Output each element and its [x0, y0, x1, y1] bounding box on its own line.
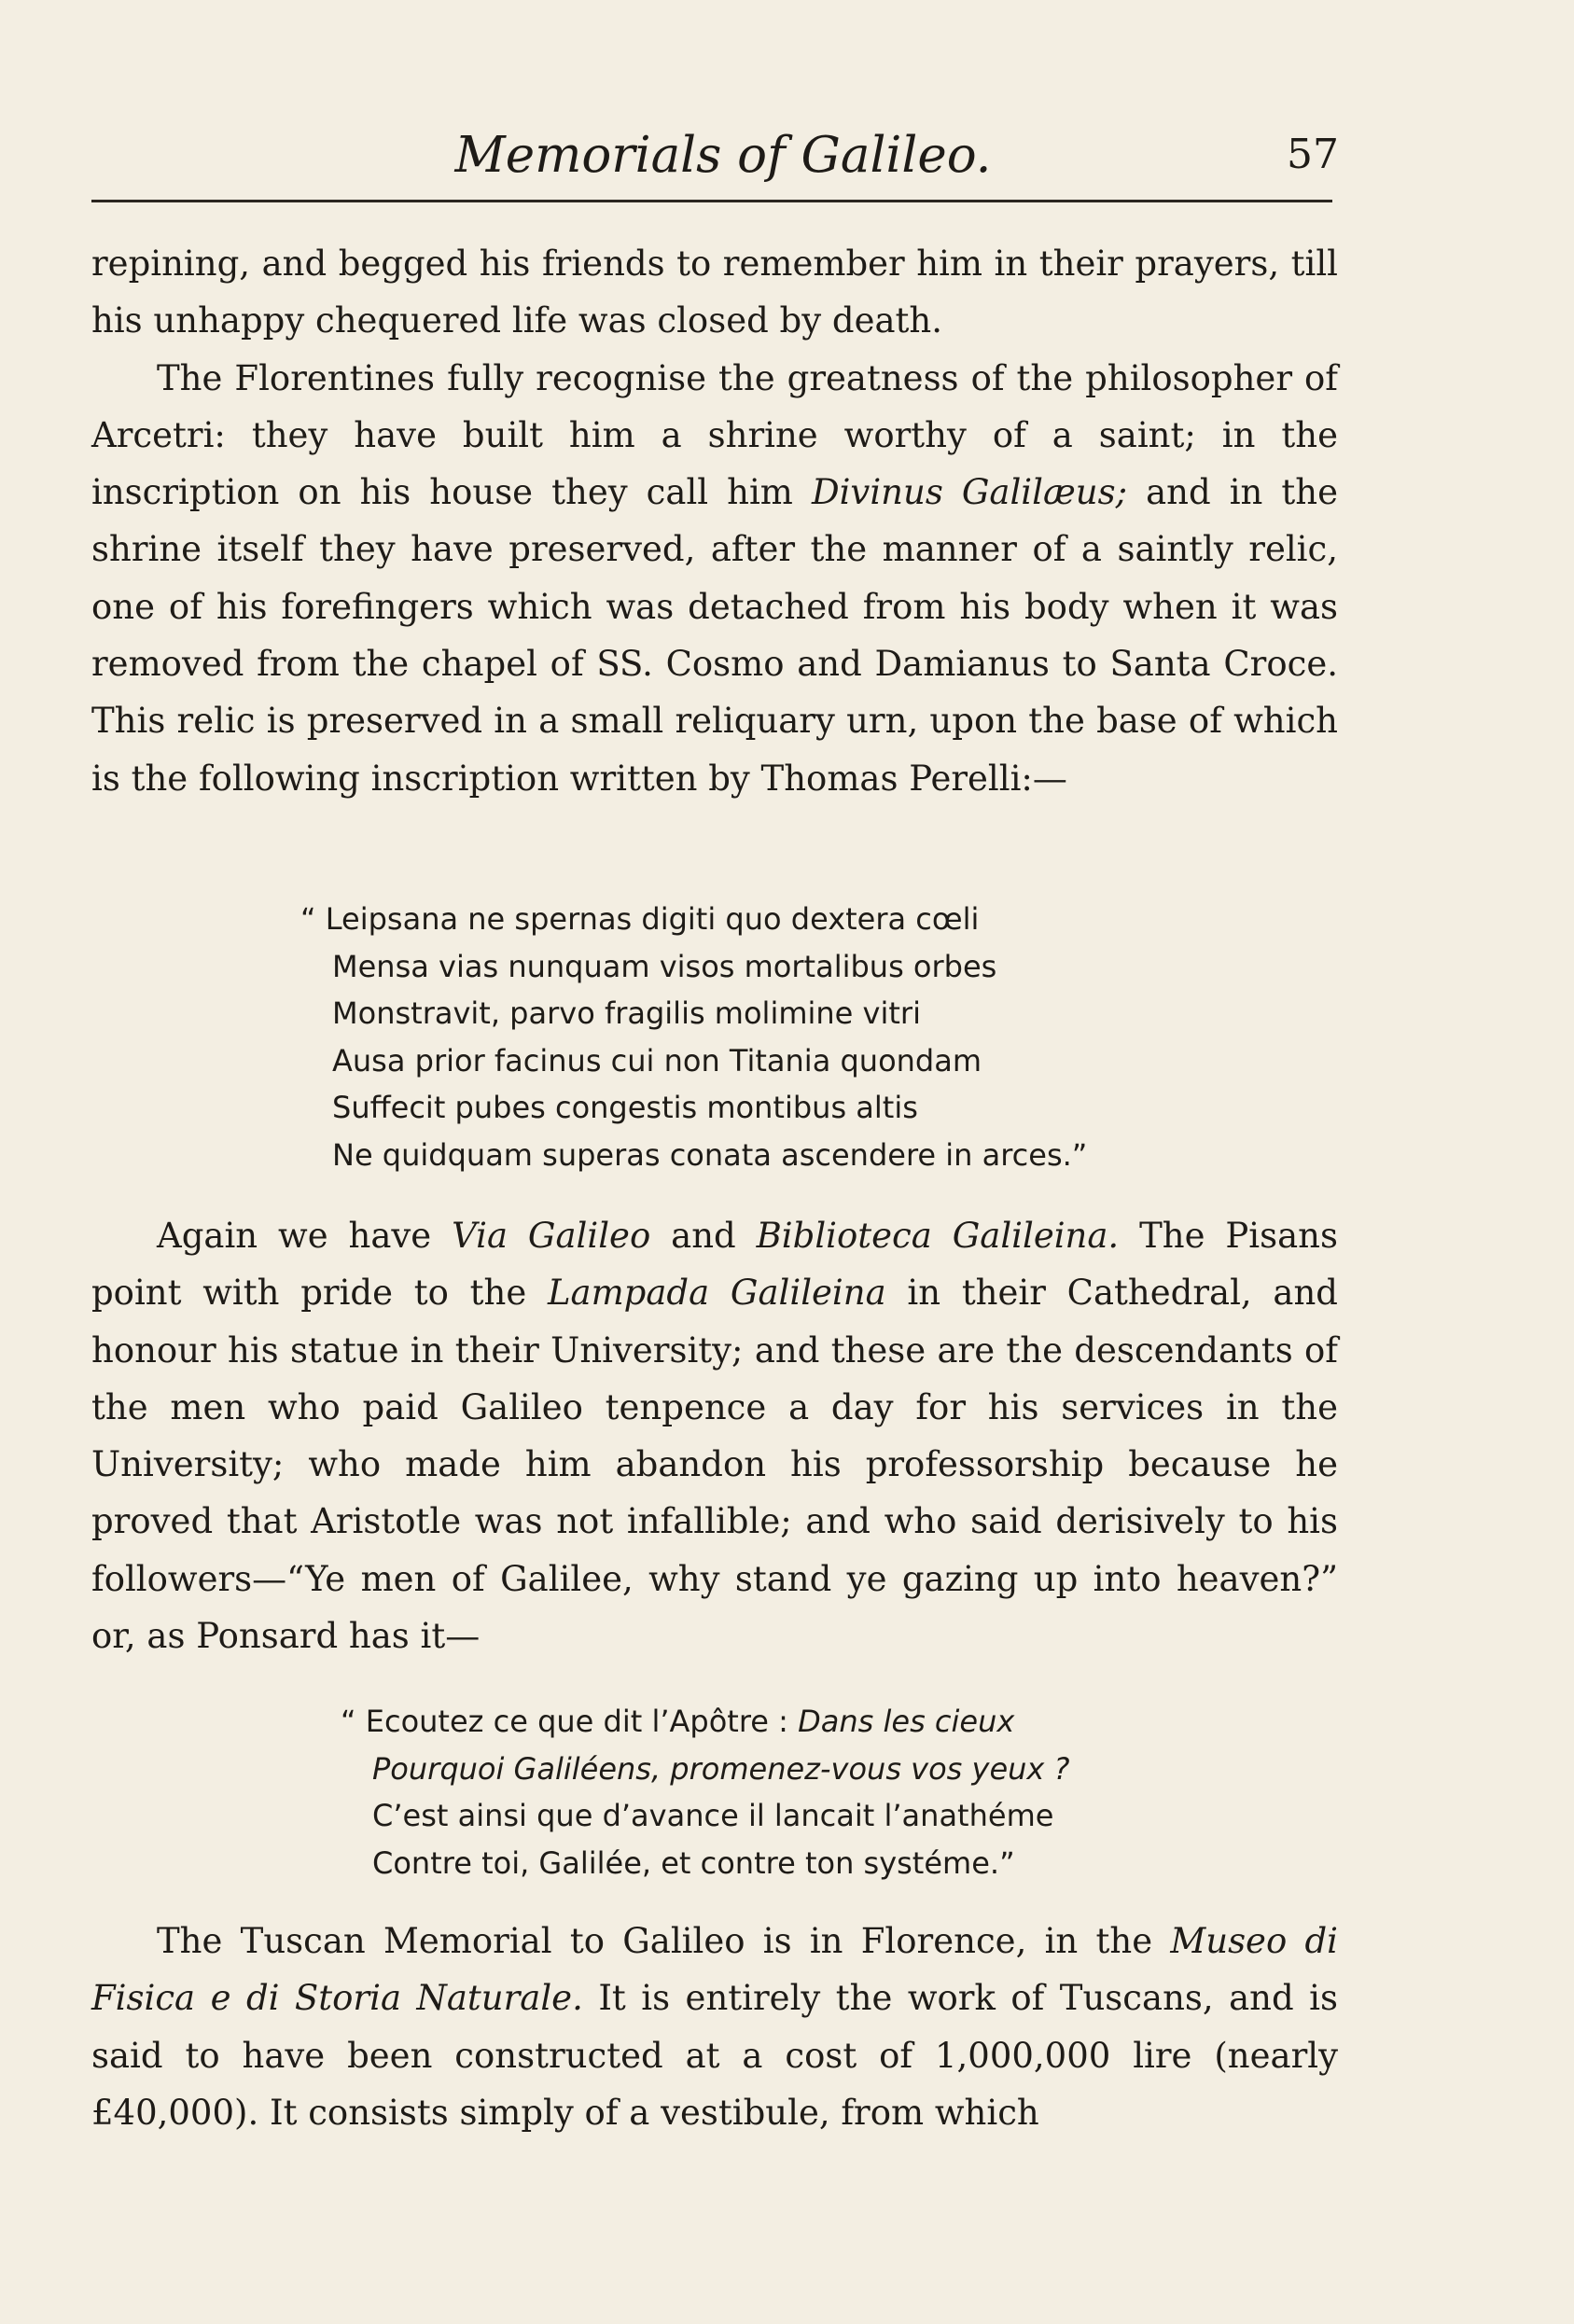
p2-italic-via: Via Galileo [452, 1216, 651, 1256]
p3-text-1: The Tuscan Memorial to Galileo is in Florence, in the [157, 1921, 1171, 1961]
paragraph-1 [91, 235, 1338, 807]
p1b-text-2: and in the shrine itself they have preserved, after the manner of a saintly relic, one of his forefingers which was detached from his body when it was removed from the chapel of SS. Cosmo and Damianus to Santa Croce. This relic is preserved in a small reliquary urn, upon the base of which is the following inscription written by Thomas Perelli:— [91, 472, 1338, 799]
p2-text-3: The Pisans point with pride to the [91, 1216, 1338, 1314]
verse-line: “ Leipsana ne spernas digiti quo dextera cœli [300, 901, 980, 937]
verse-line: Monstravit, parvo fragilis molimine vitri [332, 995, 921, 1031]
verse-line: Contre toi, Galilée, et contre ton systéme.” [372, 1844, 1015, 1881]
p3-text-2: It is entirely the work of Tuscans, and is said to have been constructed at a cost of 1,000,000 lire (nearly £40,000). It consists simply of a vestibule, from which [91, 1978, 1338, 2133]
paragraph-2 [91, 1207, 1338, 1664]
p2-text-4: in their Cathedral, and honour his statue in their University; and these are the descendants of the men who paid Galileo tenpence a day for his services in the University; who made him abandon his professorship because he proved that Aristotle was not infallible; and who said derisively to his followers—“Ye men of Galilee, why stand ye gazing up into heaven?” or, as Ponsard has it— [91, 1273, 1338, 1657]
verse-line: Mensa vias nunquam visos mortalibus orbes [332, 948, 997, 984]
verse-line: Ne quidquam superas conata ascendere in arces.” [332, 1136, 1088, 1173]
page-number: 57 [1287, 131, 1339, 178]
p1b-text-1: The Florentines fully recognise the greatness of the philosopher of Arcetri: they have built him a shrine worthy of a saint; in the inscription on his house they call him [91, 357, 1338, 513]
p2-italic-biblioteca: Biblioteca Galileina. [756, 1216, 1120, 1256]
french-line-1b: Dans les cieux [798, 1704, 1015, 1739]
p1b-italic-divinus: Divinus Galilæus; [811, 472, 1128, 513]
verse-line [341, 1698, 1070, 1746]
verse-line: C’est ainsi que d’avance il lancait l’anathéme [372, 1798, 1054, 1833]
french-line-1a: “ Ecoutez ce que dit l’Apôtre : [341, 1704, 799, 1739]
p2-text-2: and [650, 1216, 757, 1256]
verse-line: Suffecit pubes congestis montibus altis [332, 1090, 918, 1125]
p3-italic-museo: Museo di Fisica e di Storia Naturale. [91, 1921, 1339, 2019]
verse-line: Ausa prior facinus cui non Titania quondam [332, 1042, 982, 1079]
header-rule [91, 200, 1332, 202]
french-verse [341, 1698, 1070, 1886]
verse-line [341, 1746, 1070, 1793]
paragraph-1b [91, 350, 1338, 807]
p2-text-1: Again we have [157, 1216, 453, 1256]
french-line-2: Pourquoi Galiléens, promenez-vous vos yeux ? [372, 1750, 1070, 1787]
p2-italic-lampada: Lampada Galileina [547, 1273, 886, 1314]
paragraph-1a: repining, and begged his friends to remember him in their prayers, till his unhappy chequered life was closed by death. [91, 244, 1338, 341]
running-title: Memorials of Galileo. [454, 127, 992, 184]
latin-inscription [300, 896, 1087, 1178]
paragraph-3 [91, 1913, 1338, 2141]
running-head [93, 121, 1353, 196]
